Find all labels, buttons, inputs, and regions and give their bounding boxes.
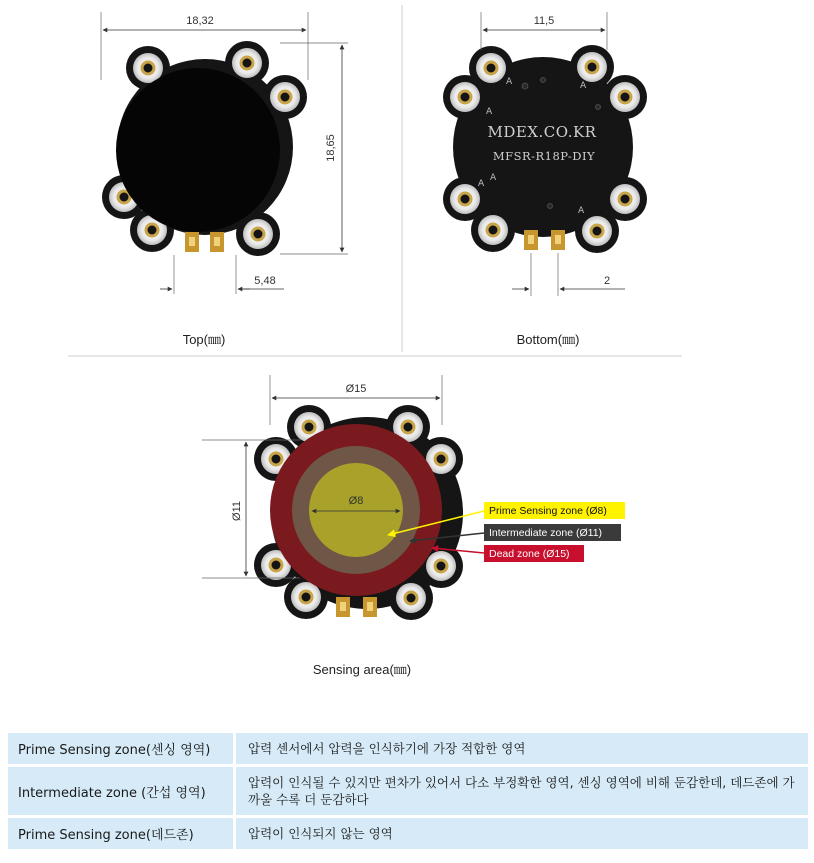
table-row: [8, 767, 808, 815]
bottom-pin-letter: A: [478, 179, 485, 189]
bottom-width-label: 11,5: [533, 15, 555, 27]
table-value: 압력이 인식될 수 있지만 편차가 있어서 다소 부정확한 영역, 센싱 영역에 비해 둔감한데, 데드존에 가까울 수록 더 둔감하다: [236, 767, 808, 815]
outer-diameter-label: Ø15: [345, 383, 367, 395]
top-pin-spacing-label: 5,48: [254, 275, 276, 287]
table-value: 압력이 인식되지 않는 영역: [236, 818, 808, 849]
table-value: 압력 센서에서 압력을 인식하기에 가장 적합한 영역: [236, 733, 808, 764]
zone-description-table: [8, 730, 808, 852]
sensing-area-view: [202, 375, 625, 677]
table-key: Prime Sensing zone(센싱 영역): [8, 733, 236, 764]
bottom-pin-letter: A: [490, 173, 497, 183]
table-key: Intermediate zone (간섭 영역): [8, 767, 236, 815]
bottom-marking-line2: MFSR-R18P-DIY: [492, 149, 596, 163]
bottom-view: [443, 12, 647, 347]
bottom-pin-letter: A: [580, 81, 587, 91]
inner-diameter-label: Ø8: [348, 495, 364, 507]
top-view-caption: Top(㎜): [182, 332, 226, 347]
table-row: [8, 733, 808, 764]
bottom-pin-spacing-label: 2: [603, 275, 611, 287]
top-width-label: 18,32: [186, 15, 214, 27]
bottom-view-caption: Bottom(㎜): [516, 332, 580, 347]
sensing-area-caption: Sensing area(㎜): [312, 662, 412, 677]
bottom-pin-letter: A: [578, 206, 585, 216]
prime-sensing-zone-disc: [309, 463, 403, 557]
top-view: [101, 12, 348, 347]
table-key: Prime Sensing zone(데드존): [8, 818, 236, 849]
intermediate-zone-label: Intermediate zone (Ø11): [489, 527, 603, 539]
bottom-pin-letter: A: [506, 77, 513, 87]
dead-zone-label: Dead zone (Ø15): [489, 548, 570, 560]
middle-diameter-label: Ø11: [231, 501, 243, 521]
prime-zone-label: Prime Sensing zone (Ø8): [489, 505, 607, 517]
bottom-marking-line1: MDEX.CO.KR: [487, 123, 597, 141]
table-row: [8, 818, 808, 849]
top-height-label: 18,65: [325, 134, 337, 162]
bottom-pin-letter: A: [486, 107, 493, 117]
